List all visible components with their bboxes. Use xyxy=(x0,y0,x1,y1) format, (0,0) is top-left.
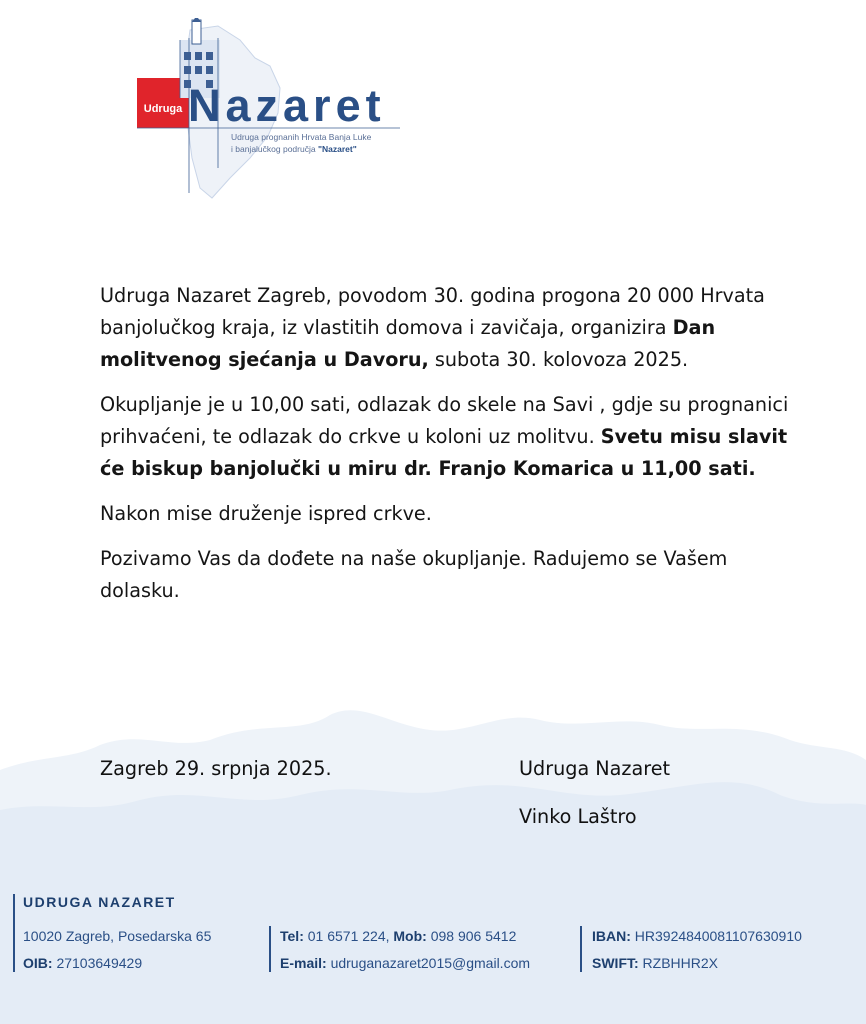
paragraph-1: Udruga Nazaret Zagreb, povodom 30. godina progona 20 000 Hrvata banjolučkog kraja, iz vlastitih domova i zavičaja, organizira Dan molitvenog sjećanja u Davoru, subota 30. kolovoza 2025. xyxy=(100,284,765,371)
footer-oib: OIB: 27103649429 xyxy=(23,955,143,971)
signature-name: Vinko Laštro xyxy=(519,805,637,828)
mass-announcement: Svetu misu slavit će biskup banjolučki u miru dr. Franjo Komarica u 11,00 sati. xyxy=(100,425,788,480)
footer-iban: IBAN: HR3924840081107630910 xyxy=(592,928,802,944)
footer-divider xyxy=(580,926,582,972)
paragraph-2: Okupljanje je u 10,00 sati, odlazak do skele na Savi , gdje su prognanici prihvaćeni, te odlazak do crkve u koloni uz molitvu. Svetu misu slavit će biskup banjolučki u miru dr. Franjo Komarica u 11,00 sati. xyxy=(100,393,789,480)
footer-phone: Tel: 01 6571 224, Mob: 098 906 5412 xyxy=(280,928,517,944)
footer-email[interactable]: E-mail: udruganazaret2015@gmail.com xyxy=(280,955,531,971)
footer-address: 10020 Zagreb, Posedarska 65 xyxy=(23,928,212,944)
footer xyxy=(0,880,866,1024)
logo-subtitle-quote: "Nazaret" xyxy=(317,144,357,154)
logo-subtitle-line2: i banjalučkog područja xyxy=(231,144,318,154)
logo-subtitle xyxy=(231,131,431,155)
footer-divider xyxy=(13,894,15,972)
organization-logo xyxy=(130,18,410,203)
logo-name: Nazaret xyxy=(188,80,386,131)
logo-badge-text: Udruga xyxy=(143,103,183,115)
logo-subtitle-line1: Udruga prognanih Hrvata Banja Luke xyxy=(231,132,372,142)
footer-title: UDRUGA NAZARET xyxy=(23,894,176,910)
event-title: Dan molitvenog sjećanja u Davoru, xyxy=(100,316,716,371)
footer-swift: SWIFT: RZBHHR2X xyxy=(592,955,719,971)
paragraph-3: Nakon mise druženje ispred crkve. xyxy=(100,502,432,525)
paragraph-4: Pozivamo Vas da dođete na naše okupljanje. Radujemo se Vašem dolasku. xyxy=(100,547,728,602)
letter-date: Zagreb 29. srpnja 2025. xyxy=(100,757,332,780)
letter-body xyxy=(100,280,790,620)
signature-organization: Udruga Nazaret xyxy=(519,757,671,780)
footer-divider xyxy=(269,926,271,972)
